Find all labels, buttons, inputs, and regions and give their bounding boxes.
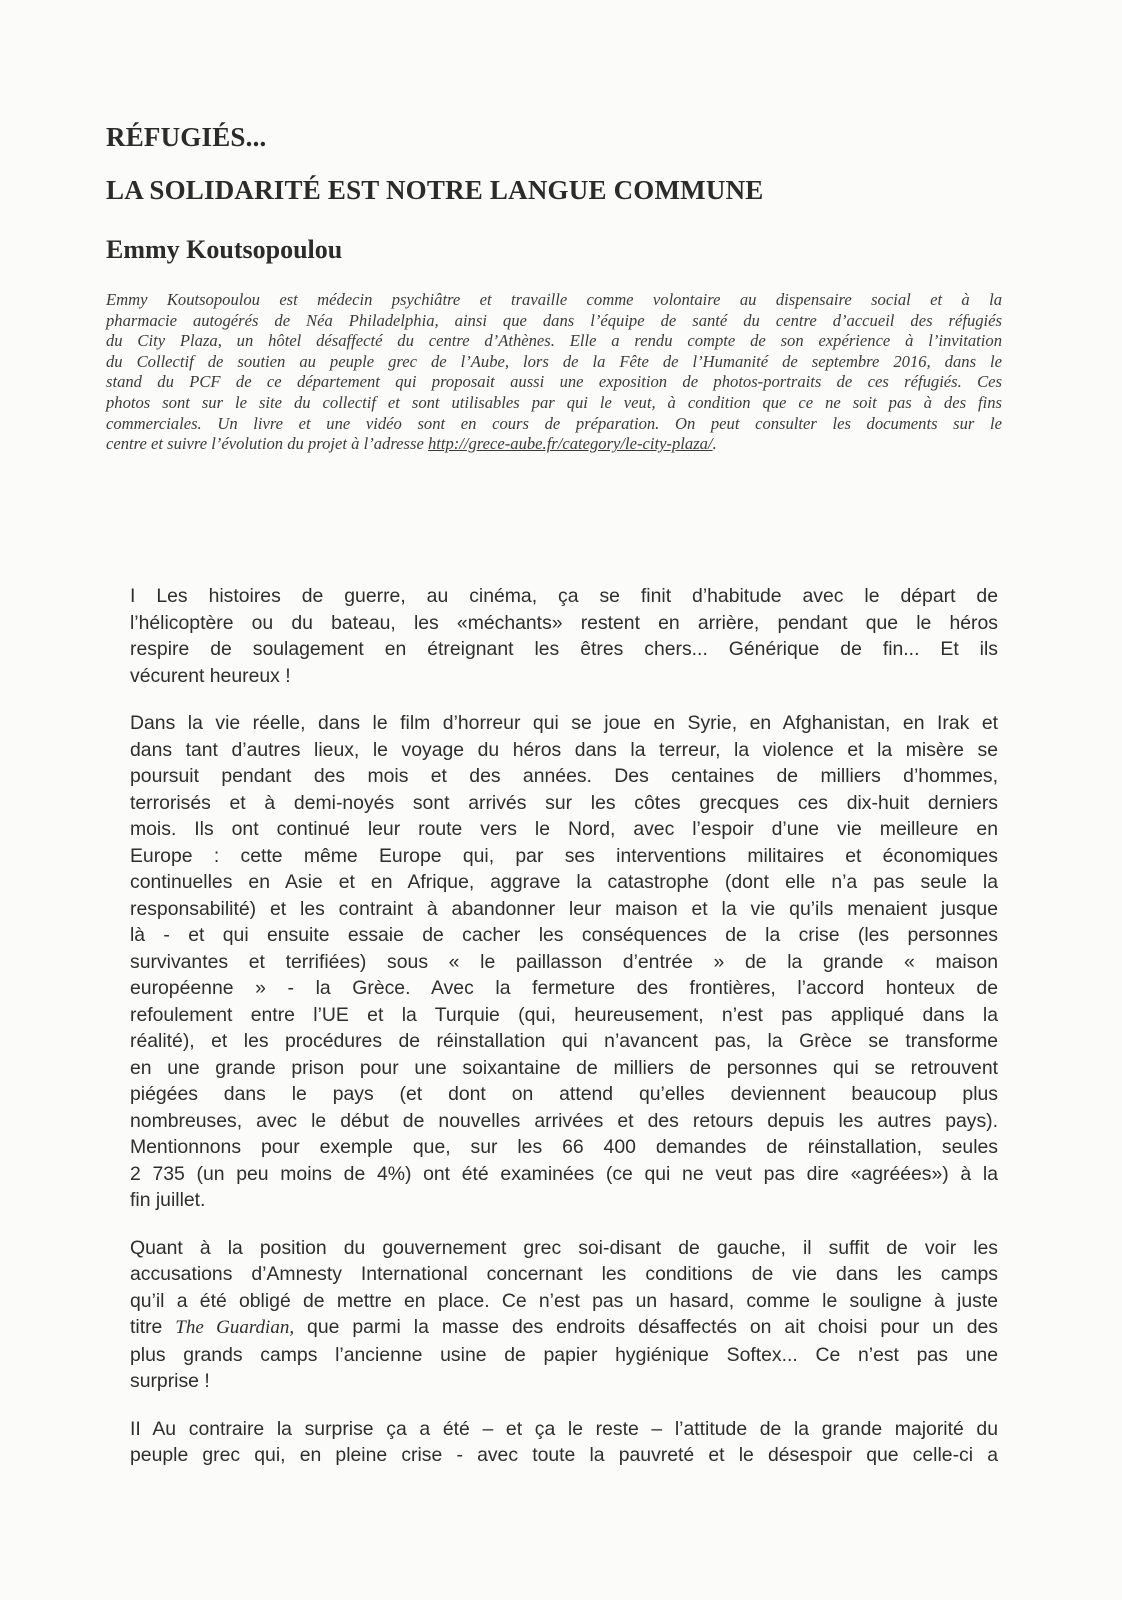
body-line: continuelles en Asie et en Afrique, aggrave la catastrophe (dont elle n’a pas seule la [130,871,998,893]
body-line: piégées dans le pays (et dont on attend qu’elles deviennent beaucoup plus [130,1083,998,1105]
body-line: responsabilité) et les contraint à abandonner leur maison et la vie qu’ils menaient jusque [130,897,998,920]
body-line: II Au contraire la surprise ça a été – et ça le reste – l’attitude de la grande majorité du [130,1417,998,1440]
body-line: terrorisés et à demi-noyés sont arrivés sur les côtes grecques ces dix-huit derniers [130,791,998,814]
paragraph-1 [130,583,998,689]
publication-title: The Guardian, [175,1317,295,1338]
intro-last-line-text: centre et suivre l’évolution du projet à l’adresse [106,434,428,454]
title-line-2: LA SOLIDARITÉ EST NOTRE LANGUE COMMUNE [106,175,764,205]
body-line: fin juillet. [130,1189,206,1211]
body-line: nombreuses, avec le début de nouvelles arrivées et des retours depuis les autres pays). [130,1109,998,1132]
intro-line: photos sont sur le site du collectif et sont utilisables par qui le veut, à condition que ce ne soit pas à des fins [106,392,1002,412]
intro-line: pharmacie autogérés de Néa Philadelphia, ainsi que dans l’équipe de santé du centre d’accueil des réfugiés [106,310,1002,330]
body-line: dans tant d’autres lieux, le voyage du héros dans la terreur, la violence et la misère se [130,738,998,761]
intro-line: du City Plaza, un hôtel désaffecté du centre d’Athènes. Elle a rendu compte de son expérience à l’invitation [106,331,1002,351]
article-body [130,583,998,1490]
city-plaza-link[interactable]: http://grece-aube.fr/category/le-city-plaza/ [427,434,713,454]
paragraph-3 [130,1235,998,1395]
body-line: qu’il a été obligé de mettre en place. Ce n’est pas un hasard, comme le souligne à juste [130,1289,998,1312]
intro-line: Emmy Koutsopoulou est médecin psychiâtre et travaille comme volontaire au dispensaire social et à la [106,290,1002,309]
body-line: vécurent heureux ! [130,664,291,687]
body-line: plus grands camps l’ancienne usine de papier hygiénique Softex... Ce n’est pas une [130,1343,998,1366]
body-line: respire de soulagement en étreignant les êtres chers... Générique de fin... Et ils [130,638,998,660]
body-line: refoulement entre l’UE et la Turquie (qui, heureusement, n’est pas appliqué dans la [130,1003,998,1026]
author-name: Emmy Koutsopoulou [106,235,343,264]
body-line: l’hélicoptère ou du bateau, les «méchants» restent en arrière, pendant que le héros [130,611,998,634]
body-line: Quant à la position du gouvernement grec soi-disant de gauche, il suffit de voir les [130,1236,998,1259]
intro-last-line-end: . [712,434,717,454]
body-line: Europe : cette même Europe qui, par ses interventions militaires et économiques [130,844,998,867]
intro-line: du Collectif de soutien au peuple grec de l’Aube, lors de la Fête de l’Humanité de septembre 2016, dans le [106,351,1002,371]
paragraph-2 [130,710,998,1214]
body-line: en une grande prison pour une soixantaine de milliers de personnes qui se retrouvent [130,1056,998,1079]
body-line [130,1314,998,1342]
body-line: surprise ! [130,1370,210,1392]
intro-line: stand du PCF de ce département qui proposait aussi une exposition de photos-portraits de ces réfugiés. Ces [106,372,1002,392]
body-line: poursuit pendant des mois et des années. Des centaines de milliers d’hommes, [130,765,998,787]
body-line: réalité), et les procédures de réinstallation qui n’avancent pas, la Grèce se transforme [130,1030,998,1052]
intro-paragraph [106,290,1002,455]
body-line: là - et qui ensuite essaie de cacher les conséquences de la crise (les personnes [130,924,998,946]
body-text: titre [130,1316,176,1338]
paragraph-4 [130,1416,998,1469]
body-line: Dans la vie réelle, dans le film d’horreur qui se joue en Syrie, en Afghanistan, en Irak et [130,712,998,734]
body-line: I Les histoires de guerre, au cinéma, ça se finit d’habitude avec le départ de [130,585,998,607]
intro-line: commerciales. Un livre et une vidéo sont en cours de préparation. On peut consulter les documents sur le [106,413,1002,433]
title-line-1: RÉFUGIÉS... [106,122,267,152]
body-line: 2 735 (un peu moins de 4%) ont été examinées (ce qui ne veut pas dire «agréées») à la [130,1162,998,1185]
body-line: européenne » - la Grèce. Avec la fermeture des frontières, l’accord honteux de [130,977,998,999]
body-line: peuple grec qui, en pleine crise - avec toute la pauvreté et le désespoir que celle-ci a [130,1444,998,1466]
body-line: accusations d’Amnesty International concernant les conditions de vie dans les camps [130,1263,998,1285]
body-line: mois. Ils ont continué leur route vers le Nord, avec l’espoir d’une vie meilleure en [130,818,998,840]
body-line: survivantes et terrifiées) sous « le paillasson d’entrée » de la grande « maison [130,950,998,973]
body-text: que parmi la masse des endroits désaffectés on ait choisi pour un des [294,1316,998,1338]
intro-last-line [106,434,1002,455]
body-line: Mentionnons pour exemple que, sur les 66 400 demandes de réinstallation, seules [130,1136,998,1158]
